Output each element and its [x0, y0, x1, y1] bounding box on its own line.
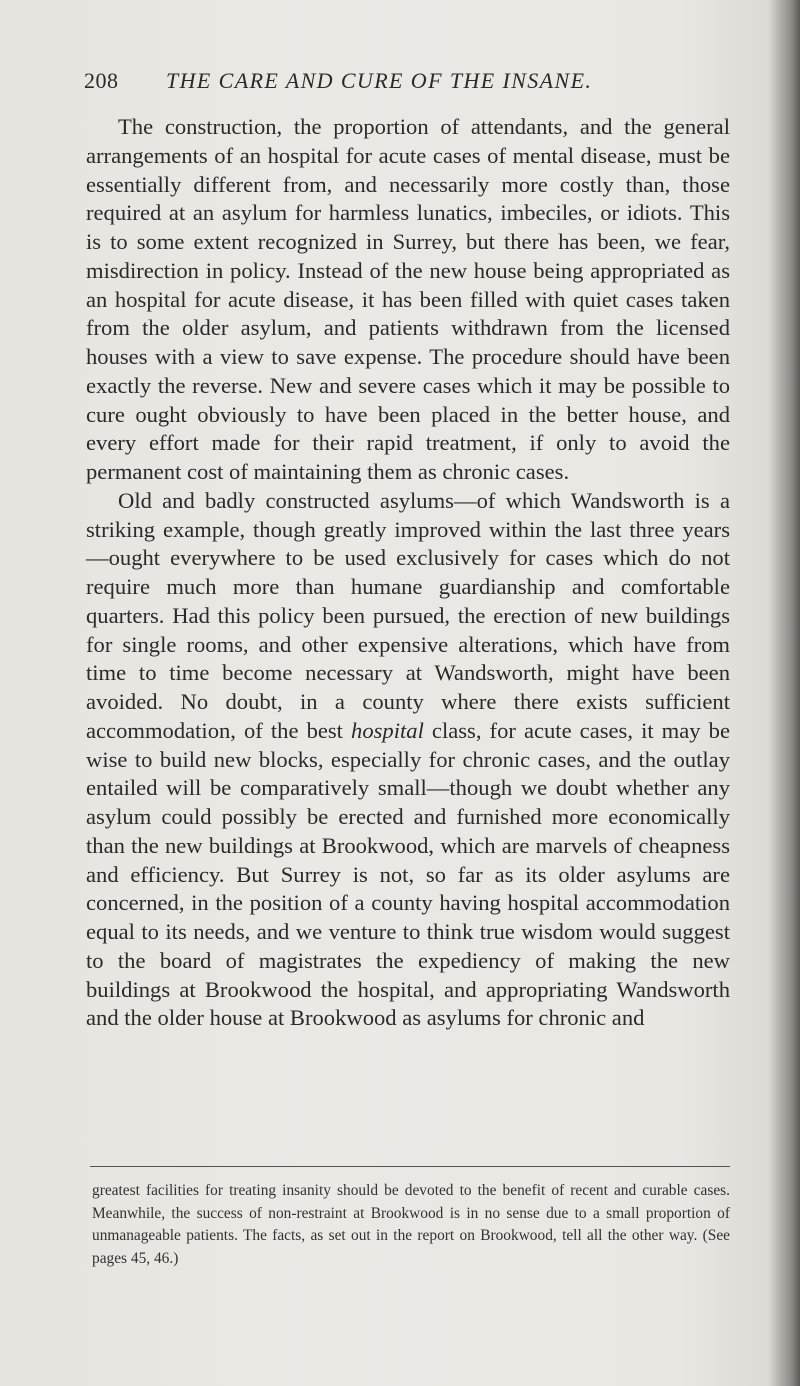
- paragraph: The construction, the proportion of attendants, and the general arrangements of an hospital for acute cases of mental disease, must be essentially different from, and necessarily more costly than, those required at an asylum for harmless lunatics, imbeciles, or idiots. This is to some extent recognized in Surrey, but there has been, we fear, misdirection in policy. Instead of the new house being appropriated as an hospital for acute disease, it has been filled with quiet cases taken from the older asylum, and patients withdrawn from the licensed houses with a view to save expense. The procedure should have been exactly the reverse. New and severe cases which it may be possible to cure ought obviously to have been placed in the better house, and every effort made for their rapid treatment, if only to avoid the permanent cost of maintaining them as chronic cases.: [86, 114, 730, 484]
- paragraph-text: class, for acute cases, it may be wise to build new blocks, especially for chronic cases, and the outlay entailed will be comparatively small—though we doubt whether any asylum could possibly be erected and furnished more economically than the new buildings at Brookwood, which are marvels of cheapness and efficiency. But Surrey is not, so far as its older asylums are concerned, in the position of a county having hospital accommodation equal to its needs, and we venture to think true wisdom would suggest to the board of magistrates the expediency of making the new buildings at Brookwood the hospital, and appropriating Wandsworth and the older house at Brookwood as asylums for chronic and: [86, 717, 730, 1031]
- page-number: 208: [84, 68, 119, 93]
- italic-term: hospital: [351, 717, 424, 743]
- paragraph: [86, 487, 730, 1033]
- main-text: [86, 113, 730, 1033]
- running-title: THE CARE AND CURE OF THE INSANE.: [166, 68, 593, 93]
- running-head: [84, 66, 724, 96]
- paragraph-text: Old and badly constructed asylums—of which Wandsworth is a striking example, though greatly improved within the last three years—ought everywhere to be used exclusively for cases which do not require much more than humane guardianship and comfortable quarters. Had this policy been pursued, the erection of new buildings for single rooms, and other expensive alterations, which have from time to time become necessary at Wandsworth, might have been avoided. No doubt, in a county where there exists sufficient accommodation, of the best: [86, 487, 730, 743]
- footnote: [92, 1180, 730, 1270]
- footnote-rule: [90, 1166, 730, 1167]
- footnote-text: greatest facilities for treating insanity should be devoted to the benefit of recent and curable cases. Meanwhile, the success of non-restraint at Brookwood is in no sense due to a small proportion of unmanageable patients. The facts, as set out in the report on Brookwood, tell all the other way. (See pages 45, 46.): [92, 1182, 730, 1267]
